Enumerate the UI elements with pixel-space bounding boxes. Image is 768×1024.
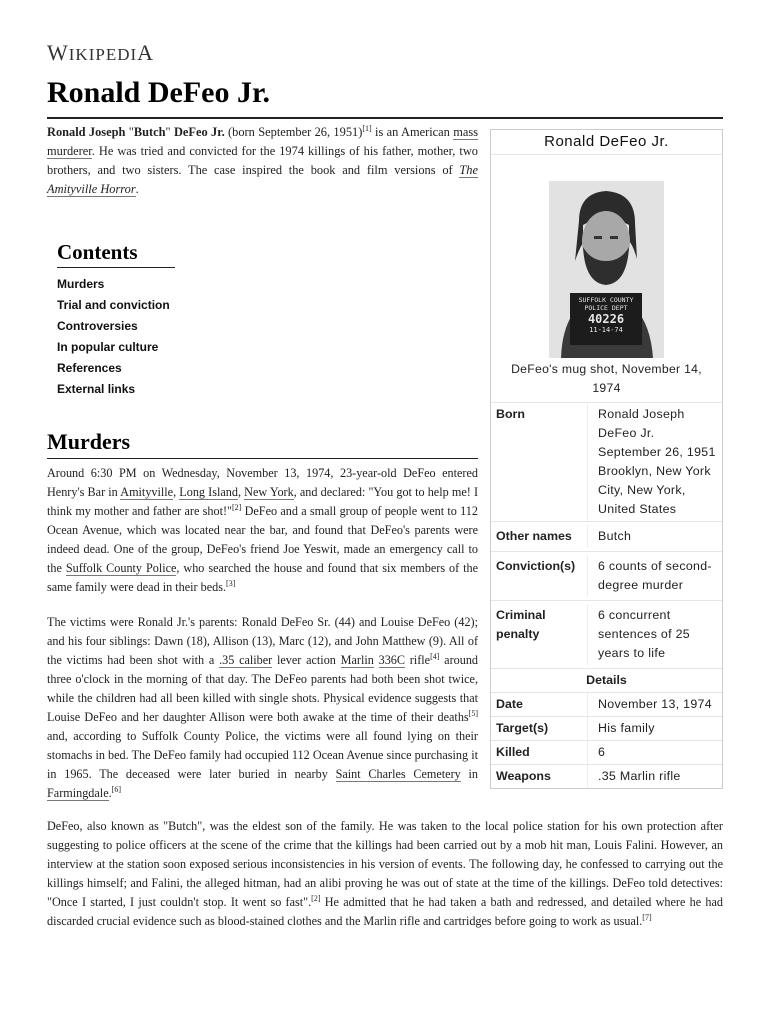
placard-number: 40226: [587, 312, 625, 326]
link-marlin[interactable]: Marlin: [340, 653, 374, 667]
intro-born: (born September 26, 1951): [224, 125, 363, 139]
link-new-york[interactable]: New York: [244, 485, 294, 499]
para-text: He admitted that he had taken a bath and redressed, and detailed where he had discarded crucial evidence such as blood-stained clothes and the Marlin rifle and cartridges before going to work as usual.: [47, 895, 723, 928]
link-amityville-horror[interactable]: The Amityville Horror: [47, 163, 478, 196]
row-label: Criminal penalty: [496, 608, 546, 641]
intro-nickname: Butch: [133, 125, 166, 139]
para-text: Around 6:30 PM on Wednesday, November 13, 1974, 23-year-old DeFeo entered Henry's Bar in: [47, 466, 478, 499]
row-label: Other names: [496, 529, 572, 543]
logo-letters: IKIPEDI: [68, 45, 138, 64]
link-suffolk-county-police[interactable]: Suffolk County Police: [65, 561, 177, 575]
logo-letter: A: [137, 40, 155, 65]
toc-item-controversies[interactable]: Controversies: [57, 319, 138, 333]
link-35-caliber[interactable]: .35 caliber: [219, 653, 273, 667]
toc-item-external-links[interactable]: External links: [57, 382, 136, 396]
intro-name: Ronald Joseph: [47, 125, 126, 139]
row-value: 6 concurrent sentences of 25 years to life: [587, 604, 722, 665]
title-divider: [47, 117, 723, 119]
toc-item-trial[interactable]: Trial and conviction: [57, 298, 170, 312]
row-value: Butch: [587, 525, 722, 548]
placard-line: POLICE DEPT: [584, 304, 628, 312]
intro-surname: DeFeo Jr.: [173, 125, 225, 139]
para-text: ,: [173, 485, 180, 499]
infobox-details-heading: Details: [491, 669, 722, 693]
born-line: City, New York,: [598, 483, 686, 497]
row-value: [587, 403, 722, 521]
ref-link[interactable]: [1]: [362, 123, 372, 133]
para-text: DeFeo and a small group of people went to 112 Ocean Avenue, which was located near the bar, and found that DeFeo's parents were indeed dead. One of the group, DeFeo's friend Joe Yeswit, made an emergency call to the: [47, 504, 478, 575]
table-of-contents: [57, 240, 257, 400]
para-text: ,: [237, 485, 245, 499]
row-label: Date: [496, 697, 523, 711]
infobox-title: Ronald DeFeo Jr.: [491, 130, 722, 155]
intro-paragraph: Ronald Joseph "Butch" DeFeo Jr. (born September 26, 1951)[1] is an American mass murderer. He was tried and convicted for the 1974 killings of his father, mother, two brothers, and two sisters. The case inspired the book and film versions of The Amityville Horror.: [47, 123, 479, 196]
para-text: The victims were Ronald Jr.'s parents: Ronald DeFeo Sr. (44) and Louise DeFeo (42); and his four siblings: Dawn (18), Allison (13), Marc (12), and John Matthew (9). All of the victims had been shot with a: [47, 615, 478, 667]
intro-text: . He was tried and convicted for the 1974 killings of his father, mother, two brothers, and two sisters. The case inspired the book and film versions of: [47, 144, 478, 177]
logo-letter: W: [47, 40, 69, 65]
born-line: DeFeo Jr.: [598, 426, 655, 440]
para-text: and, according to Suffolk County Police, the victims were all found lying on their stomachs in bed. The DeFeo family had occupied 112 Ocean Avenue since purchasing it in 1965. The deceased were later buried in nearby: [47, 729, 478, 781]
infobox-row-other-names: [491, 522, 722, 552]
born-line: Brooklyn, New York: [598, 464, 711, 478]
link-long-island[interactable]: Long Island: [179, 485, 238, 499]
toc-item-murders[interactable]: Murders: [57, 277, 105, 291]
row-value: November 13, 1974: [587, 693, 722, 716]
wikipedia-logo[interactable]: [47, 40, 154, 66]
para-text: in: [460, 767, 478, 781]
ref-link[interactable]: [2]: [311, 893, 321, 903]
row-label: Born: [496, 407, 525, 421]
placard-date: 11-14-74: [589, 326, 623, 334]
infobox-row-date: [491, 693, 722, 717]
para-text: , who searched the house and found that six members of the same family were dead in their beds.: [47, 561, 478, 594]
placard-line: SUFFOLK COUNTY: [578, 296, 634, 304]
infobox-row-born: [491, 403, 722, 522]
intro-text: is an American: [371, 125, 454, 139]
link-336c[interactable]: 336C: [378, 653, 406, 667]
mugshot-image[interactable]: [549, 181, 664, 358]
ref-link[interactable]: [3]: [226, 578, 236, 588]
link-amityville[interactable]: Amityville: [120, 485, 174, 499]
toc-item-popular-culture[interactable]: In popular culture: [57, 340, 159, 354]
born-line: United States: [598, 502, 677, 516]
para-text: around three o'clock in the morning of that day. The DeFeo parents had both been shot twice, while the children had all been killed with single shots. Physical evidence suggests that Louise DeFeo and her daughter Allison were both awake at the time of their deaths: [47, 653, 479, 724]
toc-heading: Contents: [57, 240, 175, 268]
infobox-row-weapons: [491, 765, 722, 788]
para-text: [374, 653, 379, 667]
row-label: Weapons: [496, 769, 551, 783]
page-title: Ronald DeFeo Jr.: [47, 76, 271, 109]
mugshot-placard: [570, 293, 642, 345]
intro-text: .: [135, 182, 139, 196]
born-line: September 26, 1951: [598, 445, 716, 459]
row-label: Target(s): [496, 721, 549, 735]
infobox: [490, 129, 723, 789]
paragraph-1: [47, 464, 478, 597]
paragraph-2: [47, 613, 478, 803]
toc-list: [57, 274, 257, 400]
row-value: 6: [587, 741, 722, 764]
row-value: .35 Marlin rifle: [587, 765, 722, 788]
row-label: Killed: [496, 745, 530, 759]
para-text: rifle: [405, 653, 431, 667]
ref-link[interactable]: [5]: [468, 708, 478, 718]
infobox-row-convictions: [491, 552, 722, 601]
paragraph-3: [47, 817, 723, 931]
row-label: Conviction(s): [496, 559, 576, 573]
toc-item-references[interactable]: References: [57, 361, 122, 375]
infobox-row-penalty: [491, 601, 722, 669]
ref-link[interactable]: [2]: [232, 502, 242, 512]
para-text: .: [108, 786, 112, 800]
ref-link[interactable]: [6]: [111, 784, 121, 794]
infobox-row-targets: [491, 717, 722, 741]
infobox-caption: DeFeo's mug shot, November 14, 1974: [491, 358, 722, 403]
row-value: His family: [587, 717, 722, 740]
infobox-row-killed: [491, 741, 722, 765]
para-text: lever action: [272, 653, 341, 667]
row-value: 6 counts of second-degree murder: [587, 555, 722, 597]
para-text: DeFeo, also known as "Butch", was the eldest son of the family. He was taken to the local police station for his own protection after suggesting to police officers at the scene of the crime that the killings had been carried out by a mob hit man, Louis Falini. However, an interview at the station soon exposed serious inconsistencies in his version of events. The following day, he confessed to carrying out the killings himself; and Falini, the alleged hitman, had an alibi proving he was out of state at the time of the killings. DeFeo told detectives: "Once I started, I just couldn't stop. It went so fast".: [47, 819, 723, 909]
link-saint-charles-cemetery[interactable]: Saint Charles Cemetery: [335, 767, 461, 781]
para-text: , and declared: "You got to help me! I think my mother and father are shot!": [47, 485, 479, 518]
link-mass-murderer[interactable]: mass murderer: [47, 125, 479, 158]
section-heading-murders: Murders: [47, 429, 478, 459]
born-line: Ronald Joseph: [598, 407, 685, 421]
ref-link[interactable]: [4]: [430, 651, 440, 661]
link-farmingdale[interactable]: Farmingdale: [47, 786, 109, 800]
ref-link[interactable]: [7]: [642, 912, 652, 922]
